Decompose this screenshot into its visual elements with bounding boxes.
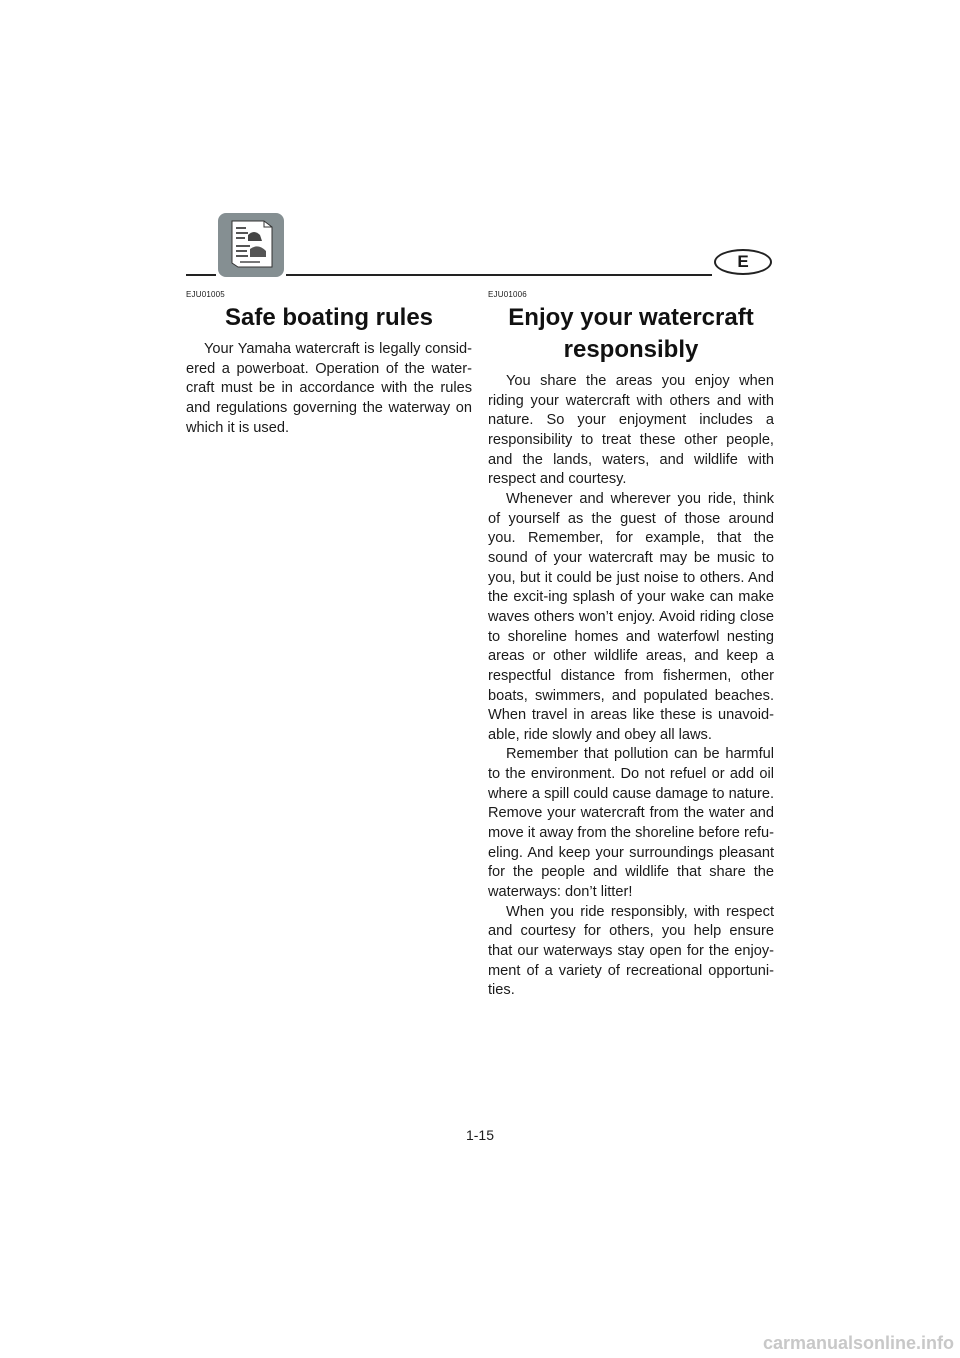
left-column xyxy=(186,290,472,438)
page-number: 1-15 xyxy=(465,1127,495,1143)
language-badge: E xyxy=(714,249,772,275)
paragraph: You share the areas you enjoy when riding your watercraft with others and with nature. So your enjoyment includes a responsibility to treat these other people, and the lands, waters, and wildlife with respect and courtesy. xyxy=(488,373,774,488)
section-title: Enjoy your watercraft responsibly xyxy=(508,304,754,363)
paragraph: Whenever and wherever you ride, think of yourself as the guest of those around you. Remember, for example, that the sound of your watercraft may be music to you, but it could be just noise to others. And the excit-ing splash of your wake can make waves others won’t enjoy. Avoid riding close to shoreline homes and waterfowl nesting areas or other wildlife areas, and keep a respectful distance from fishermen, other boats, swimmers, and populated beaches. When travel in areas like these is unavoid-able, ride slowly and obey all laws. xyxy=(488,490,774,743)
watermark: carmanualsonline.info xyxy=(762,1333,954,1353)
section-title: Safe boating rules xyxy=(224,304,434,331)
section-code: EJU01005 xyxy=(186,290,225,299)
manual-page-icon xyxy=(218,213,284,277)
right-column xyxy=(488,290,774,1001)
section-code: EJU01006 xyxy=(488,290,527,299)
header-rule-right xyxy=(286,274,712,276)
paragraph: Your Yamaha watercraft is legally consid-ered a powerboat. Operation of the water-craft must be in accordance with the rules and regulations governing the waterway on which it is used. xyxy=(186,341,472,436)
header-rule-left xyxy=(186,274,216,276)
paragraph: Remember that pollution can be harmful to the environment. Do not refuel or add oil where a spill could cause damage to nature. Remove your watercraft from the water and move it away from the shoreline before refu-eling. And keep your surroundings pleasant for the people and wildlife that share the waterways: don’t litter! xyxy=(488,746,774,901)
paragraph: When you ride responsibly, with respect and courtesy for others, you help ensure that our waterways stay open for the enjoy-ment of a variety of recreational opportuni-ties. xyxy=(488,903,774,999)
